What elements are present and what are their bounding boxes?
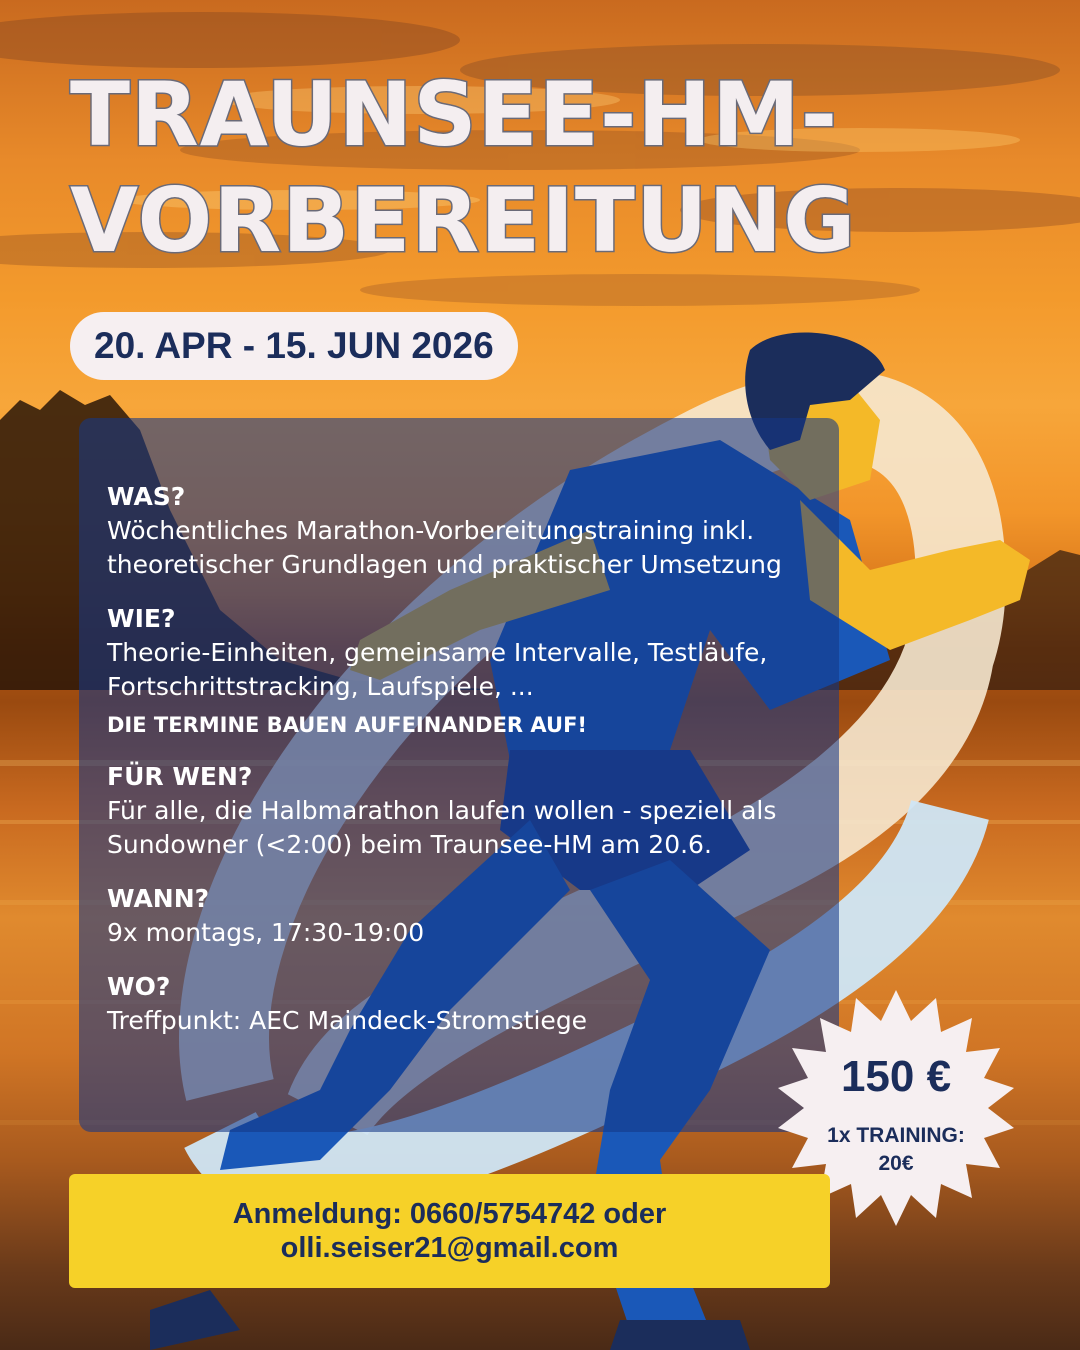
section-wann-text: 9x montags, 17:30-19:00 (107, 918, 425, 947)
badge-single-line-2: 20€ (878, 1152, 914, 1175)
section-fuer-wen-heading: FÜR WEN? (107, 762, 253, 791)
date-range-pill: 20. APR - 15. JUN 2026 (70, 312, 518, 380)
section-fuer-wen-text: Für alle, die Halbmarathon laufen wollen - speziell als Sundowner (<2:00) beim Traunsee-HM am 20.6. (107, 796, 777, 859)
section-wo-heading: WO? (107, 972, 171, 1001)
badge-price: 150 € (840, 1052, 952, 1101)
section-wie-heading: WIE? (107, 604, 176, 633)
section-was (107, 480, 827, 582)
signup-phone: Anmeldung: 0660/5754742 oder (232, 1198, 667, 1230)
section-wie (107, 602, 827, 740)
page-title (70, 62, 970, 274)
title-line-2: VORBEREITUNG (70, 169, 857, 272)
signup-email[interactable]: olli.seiser21@gmail.com (280, 1232, 619, 1264)
section-was-heading: WAS? (107, 482, 186, 511)
badge-single-training (796, 1122, 996, 1178)
section-wann-heading: WANN? (107, 884, 210, 913)
title-line-1: TRAUNSEE-HM- (70, 63, 839, 166)
section-wie-note: DIE TERMINE BAUEN AUFEINANDER AUF! (107, 713, 587, 737)
section-was-text: Wöchentliches Marathon-Vorbereitungstraining inkl. theoretischer Grundlagen und praktischer Umsetzung (107, 516, 782, 579)
section-wo (107, 970, 827, 1038)
signup-banner (69, 1174, 830, 1288)
section-wo-text: Treffpunkt: AEC Maindeck-Stromstiege (107, 1006, 588, 1035)
section-wann (107, 882, 827, 950)
section-wie-text: Theorie-Einheiten, gemeinsame Intervalle, Testläufe, Fortschrittstracking, Laufspiele, ... (107, 638, 768, 701)
info-content (107, 480, 827, 1058)
section-fuer-wen (107, 760, 827, 862)
badge-single-line-1: 1x TRAINING: (827, 1124, 965, 1147)
